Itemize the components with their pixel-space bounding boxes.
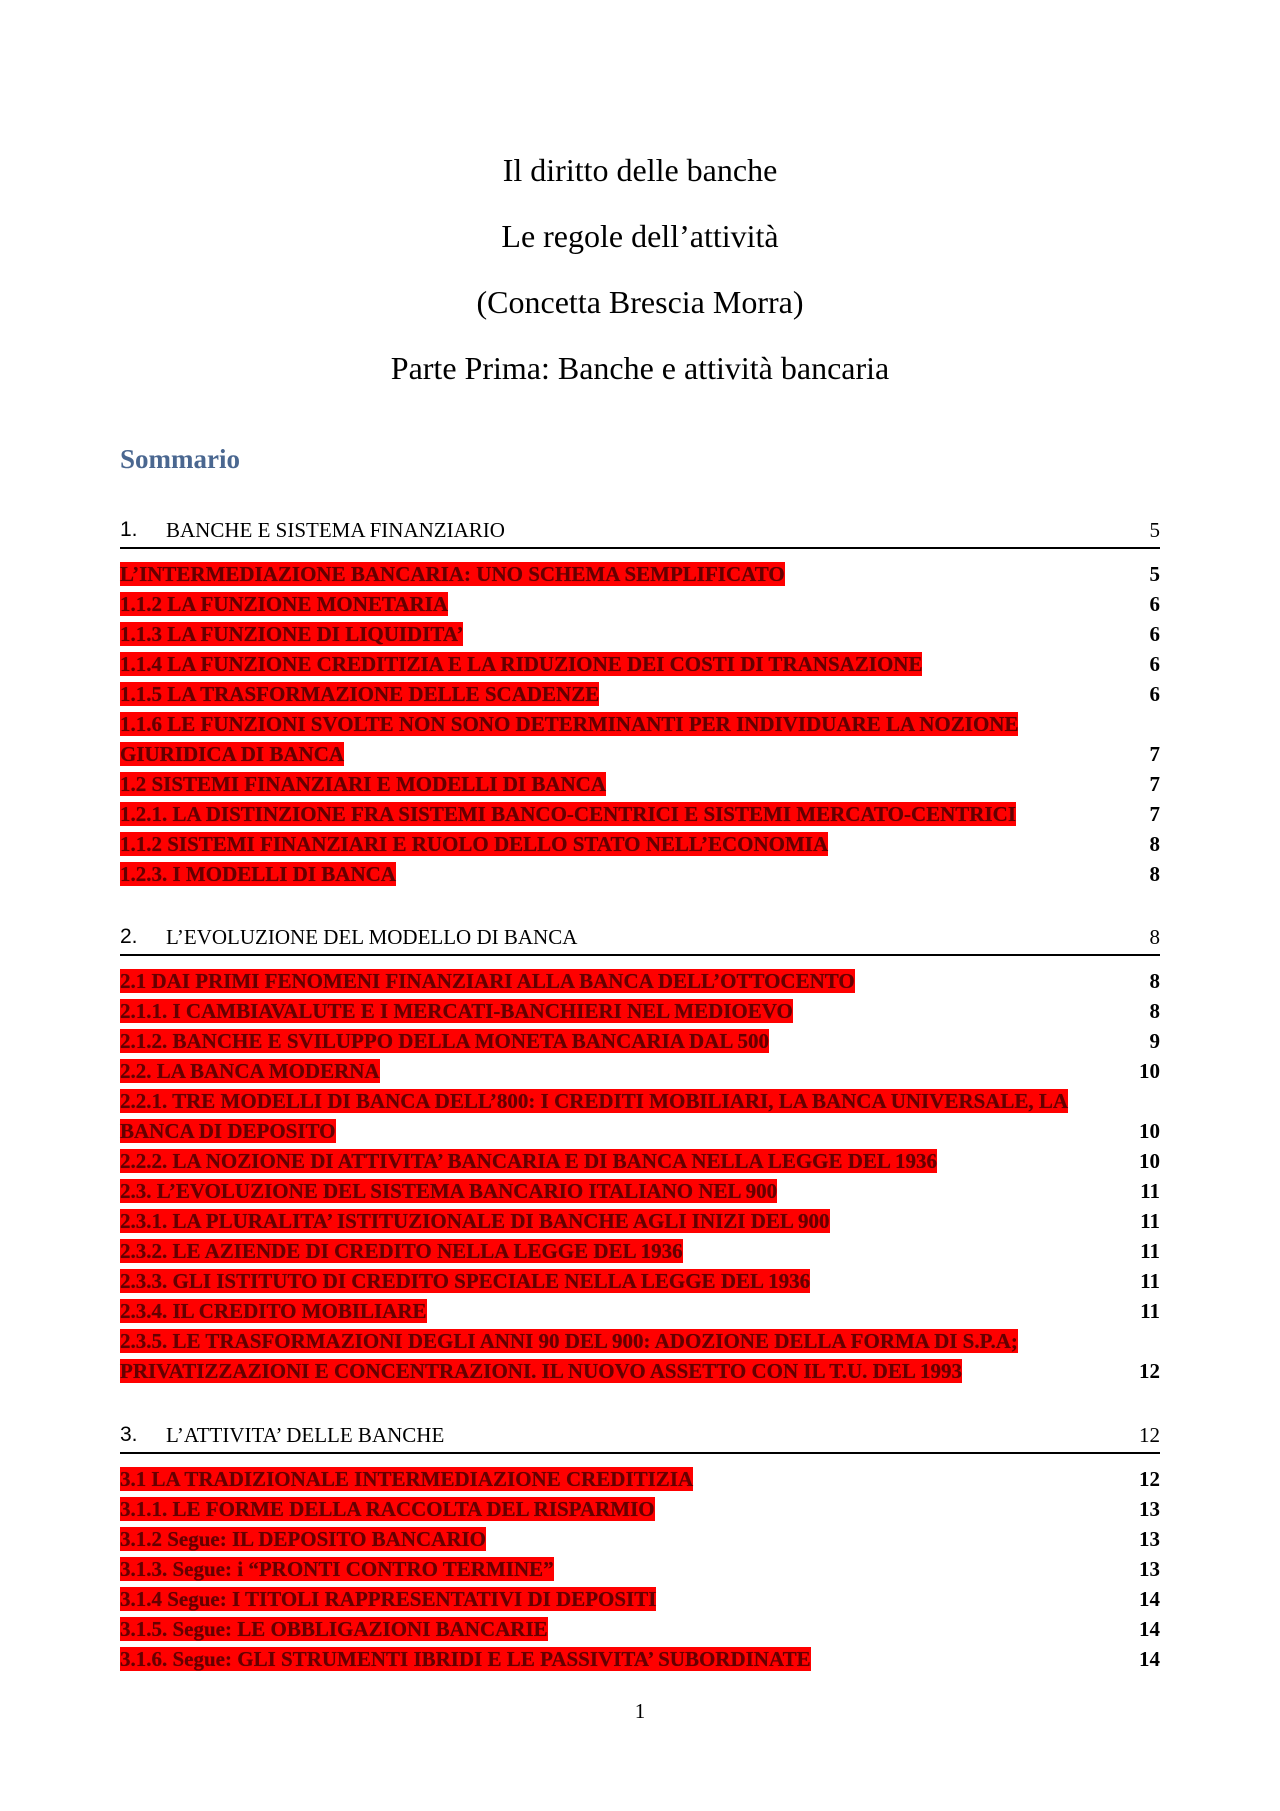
toc-entry-text-wrapper [120, 1086, 1130, 1146]
toc-entry-title: 2.3.2. LE AZIENDE DI CREDITO NELLA LEGGE DEL 1936 [120, 1239, 683, 1263]
toc-entry-text-wrapper [120, 709, 1130, 769]
toc-entry-page: 11 [1140, 1239, 1160, 1263]
toc-entry[interactable] [120, 1644, 1160, 1674]
toc-entry-page: 14 [1139, 1647, 1160, 1671]
toc-section-number: 3. [120, 1423, 138, 1446]
toc-entry-text-wrapper [120, 1236, 683, 1266]
toc-entry-page: 10 [1139, 1059, 1160, 1083]
document-subtitle: Le regole dell’attività [501, 218, 779, 254]
toc-entry-text-wrapper [120, 829, 828, 859]
toc-entry-title: 2.1.1. I CAMBIAVALUTE E I MERCATI-BANCHIERI NEL MEDIOEVO [120, 999, 793, 1023]
toc-entry-title: 1.2.1. LA DISTINZIONE FRA SISTEMI BANCO-CENTRICI E SISTEMI MERCATO-CENTRICI [120, 802, 1016, 826]
toc-entry-title: 3.1.4 Segue: I TITOLI RAPPRESENTATIVI DI DEPOSITI [120, 1587, 657, 1611]
toc-entry-page: 14 [1139, 1587, 1160, 1611]
toc-entry[interactable] [120, 619, 1160, 649]
toc-entry-title: 1.1.2 SISTEMI FINANZIARI E RUOLO DELLO STATO NELL’ECONOMIA [120, 832, 829, 856]
toc-entry-title: 1.1.3 LA FUNZIONE DI LIQUIDITA’ [120, 622, 464, 646]
toc-entry-page: 7 [1149, 742, 1160, 766]
toc-entry-text-wrapper [120, 1554, 554, 1584]
toc-entry-text-wrapper [120, 1614, 548, 1644]
toc-entry[interactable] [120, 859, 1160, 889]
toc-entry-page: 8 [1149, 969, 1160, 993]
toc-entry[interactable] [120, 769, 1160, 799]
toc-entry-page: 9 [1149, 1029, 1160, 1053]
toc-entry-page: 7 [1149, 802, 1160, 826]
toc-entry-page: 6 [1149, 652, 1160, 676]
toc-entry-text-wrapper [120, 1494, 655, 1524]
toc-entry-page: 13 [1139, 1497, 1160, 1521]
toc-entry[interactable] [120, 1584, 1160, 1614]
toc-section-heading[interactable] [120, 515, 1160, 549]
toc-section-page: 5 [1149, 518, 1160, 542]
toc-entry-text-wrapper [120, 1644, 811, 1674]
toc-entry-title: 1.1.6 LE FUNZIONI SVOLTE NON SONO DETERMINANTI PER INDIVIDUARE LA NOZIONE GIURIDICA DI BANCA [120, 712, 1019, 766]
document-part-title: Parte Prima: Banche e attività bancaria [390, 350, 890, 386]
toc-entry[interactable] [120, 1176, 1160, 1206]
toc-entry[interactable] [120, 1026, 1160, 1056]
toc-section-title: L’EVOLUZIONE DEL MODELLO DI BANCA [166, 925, 578, 949]
toc-entry[interactable] [120, 1146, 1160, 1176]
toc-entry-title: 3.1 LA TRADIZIONALE INTERMEDIAZIONE CREDITIZIA [120, 1467, 694, 1491]
toc-entry-title: 2.1.2. BANCHE E SVILUPPO DELLA MONETA BANCARIA DAL 500 [120, 1029, 769, 1053]
toc-entry[interactable] [120, 1296, 1160, 1326]
toc-entry[interactable] [120, 996, 1160, 1026]
toc-entry[interactable] [120, 709, 1160, 769]
toc-heading: Sommario [120, 444, 240, 474]
toc-entry-text-wrapper [120, 1056, 380, 1086]
toc-section-title: L’ATTIVITA’ DELLE BANCHE [166, 1423, 445, 1447]
toc-entry-text-wrapper [120, 1146, 937, 1176]
toc-entry-text-wrapper [120, 619, 463, 649]
toc-entry[interactable] [120, 1524, 1160, 1554]
toc-entry[interactable] [120, 1554, 1160, 1584]
toc-entry-page: 6 [1149, 592, 1160, 616]
toc-entry[interactable] [120, 679, 1160, 709]
toc-entry-text-wrapper [120, 859, 396, 889]
toc-section-page: 12 [1139, 1423, 1160, 1447]
toc-entry-title: 3.1.1. LE FORME DELLA RACCOLTA DEL RISPARMIO [120, 1497, 655, 1521]
toc-entry-list [120, 559, 1160, 889]
toc-entry-text-wrapper [120, 1296, 427, 1326]
toc-entry-page: 10 [1139, 1149, 1160, 1173]
toc-section-number: 2. [120, 925, 138, 948]
toc-entry-title: 2.3.5. LE TRASFORMAZIONI DEGLI ANNI 90 DEL 900: ADOZIONE DELLA FORMA DI S.P.A; PRIVATIZZAZIONI E CONCENTRAZIONI. IL NUOVO ASSETTO CON IL T.U. DEL 1993 [120, 1329, 1018, 1383]
toc-entry-title: 2.3. L’EVOLUZIONE DEL SISTEMA BANCARIO ITALIANO NEL 900 [120, 1179, 778, 1203]
toc-section-heading[interactable] [120, 922, 1160, 956]
toc-entry[interactable] [120, 1086, 1160, 1146]
toc-entry[interactable] [120, 649, 1160, 679]
toc-entry-list [120, 1464, 1160, 1674]
document-title: Il diritto delle banche [502, 152, 778, 188]
toc-entry-title: 3.1.5. Segue: LE OBBLIGAZIONI BANCARIE [120, 1617, 548, 1641]
toc-entry-text-wrapper [120, 769, 606, 799]
toc-entry-text-wrapper [120, 966, 855, 996]
toc-entry[interactable] [120, 966, 1160, 996]
toc-entry-text-wrapper [120, 1326, 1130, 1386]
toc-entry[interactable] [120, 589, 1160, 619]
toc-section-page: 8 [1149, 925, 1160, 949]
toc-entry-title: 2.1 DAI PRIMI FENOMENI FINANZIARI ALLA BANCA DELL’OTTOCENTO [120, 969, 855, 993]
toc-section-heading[interactable] [120, 1420, 1160, 1454]
document-author: (Concetta Brescia Morra) [476, 284, 804, 320]
toc-section-title: BANCHE E SISTEMA FINANZIARIO [166, 518, 505, 542]
toc-section-number: 1. [120, 518, 138, 541]
toc-entry-title: 2.2.2. LA NOZIONE DI ATTIVITA’ BANCARIA E DI BANCA NELLA LEGGE DEL 1936 [120, 1149, 938, 1173]
toc-entry[interactable] [120, 1326, 1160, 1386]
toc-entry-text-wrapper [120, 1584, 656, 1614]
toc-entry-title: 1.2 SISTEMI FINANZIARI E MODELLI DI BANCA [120, 772, 606, 796]
toc-entry-title: 1.1.5 LA TRASFORMAZIONE DELLE SCADENZE [120, 682, 600, 706]
toc-entry[interactable] [120, 829, 1160, 859]
toc-entry-page: 11 [1140, 1209, 1160, 1233]
toc-entry[interactable] [120, 799, 1160, 829]
toc-entry-title: 1.1.4 LA FUNZIONE CREDITIZIA E LA RIDUZIONE DEI COSTI DI TRANSAZIONE [120, 652, 923, 676]
toc-entry-page: 11 [1140, 1299, 1160, 1323]
toc-entry-text-wrapper [120, 799, 1016, 829]
toc-entry[interactable] [120, 1614, 1160, 1644]
toc-entry-title: 2.2. LA BANCA MODERNA [120, 1059, 380, 1083]
toc-entry-page: 11 [1140, 1179, 1160, 1203]
toc-entry-page: 7 [1149, 772, 1160, 796]
toc-entry-page: 13 [1139, 1557, 1160, 1581]
toc-entry-text-wrapper [120, 1026, 769, 1056]
toc-entry-title: 2.2.1. TRE MODELLI DI BANCA DELL’800: I CREDITI MOBILIARI, LA BANCA UNIVERSALE, LA BANCA DI DEPOSITO [120, 1089, 1069, 1143]
toc-entry-page: 12 [1139, 1467, 1160, 1491]
toc-entry[interactable] [120, 1464, 1160, 1494]
toc-entry-text-wrapper [120, 649, 922, 679]
toc-entry-title: L’INTERMEDIAZIONE BANCARIA: UNO SCHEMA SEMPLIFICATO [120, 562, 785, 586]
toc-entry-title: 3.1.2 Segue: IL DEPOSITO BANCARIO [120, 1527, 487, 1551]
toc-entry-page: 10 [1139, 1119, 1160, 1143]
toc-entry-text-wrapper [120, 1206, 830, 1236]
toc-entry-page: 13 [1139, 1527, 1160, 1551]
toc-entry-page: 8 [1149, 832, 1160, 856]
toc-entry-title: 3.1.3. Segue: i “PRONTI CONTRO TERMINE” [120, 1557, 554, 1581]
toc-entry-text-wrapper [120, 589, 448, 619]
toc-entry[interactable] [120, 1236, 1160, 1266]
toc-entry-page: 5 [1149, 562, 1160, 586]
toc-entry[interactable] [120, 1266, 1160, 1296]
toc-entry[interactable] [120, 559, 1160, 589]
toc-entry[interactable] [120, 1206, 1160, 1236]
toc-entry-title: 2.3.1. LA PLURALITA’ ISTITUZIONALE DI BANCHE AGLI INIZI DEL 900 [120, 1209, 830, 1233]
toc-entry-title: 3.1.6. Segue: GLI STRUMENTI IBRIDI E LE PASSIVITA’ SUBORDINATE [120, 1647, 811, 1671]
toc-entry-text-wrapper [120, 1464, 693, 1494]
toc-entry[interactable] [120, 1494, 1160, 1524]
toc-entry-page: 8 [1149, 999, 1160, 1023]
toc-entry-title: 1.2.3. I MODELLI DI BANCA [120, 862, 396, 886]
toc-entry-text-wrapper [120, 679, 599, 709]
toc-entry-page: 6 [1149, 682, 1160, 706]
toc-entry-title: 2.3.4. IL CREDITO MOBILIARE [120, 1299, 427, 1323]
toc-entry-page: 6 [1149, 622, 1160, 646]
toc-entry-title: 1.1.2 LA FUNZIONE MONETARIA [120, 592, 449, 616]
toc-entry-page: 14 [1139, 1617, 1160, 1641]
toc-entry-text-wrapper [120, 1266, 810, 1296]
toc-entry-text-wrapper [120, 1524, 486, 1554]
toc-entry-text-wrapper [120, 1176, 777, 1206]
toc-entry-text-wrapper [120, 559, 785, 589]
toc-entry[interactable] [120, 1056, 1160, 1086]
toc-entry-title: 2.3.3. GLI ISTITUTO DI CREDITO SPECIALE NELLA LEGGE DEL 1936 [120, 1269, 811, 1293]
toc-entry-text-wrapper [120, 996, 793, 1026]
toc-entry-list [120, 966, 1160, 1386]
toc-entry-page: 12 [1139, 1359, 1160, 1383]
toc-entry-page: 8 [1149, 862, 1160, 886]
page-number: 1 [634, 1699, 646, 1723]
toc-entry-page: 11 [1140, 1269, 1160, 1293]
